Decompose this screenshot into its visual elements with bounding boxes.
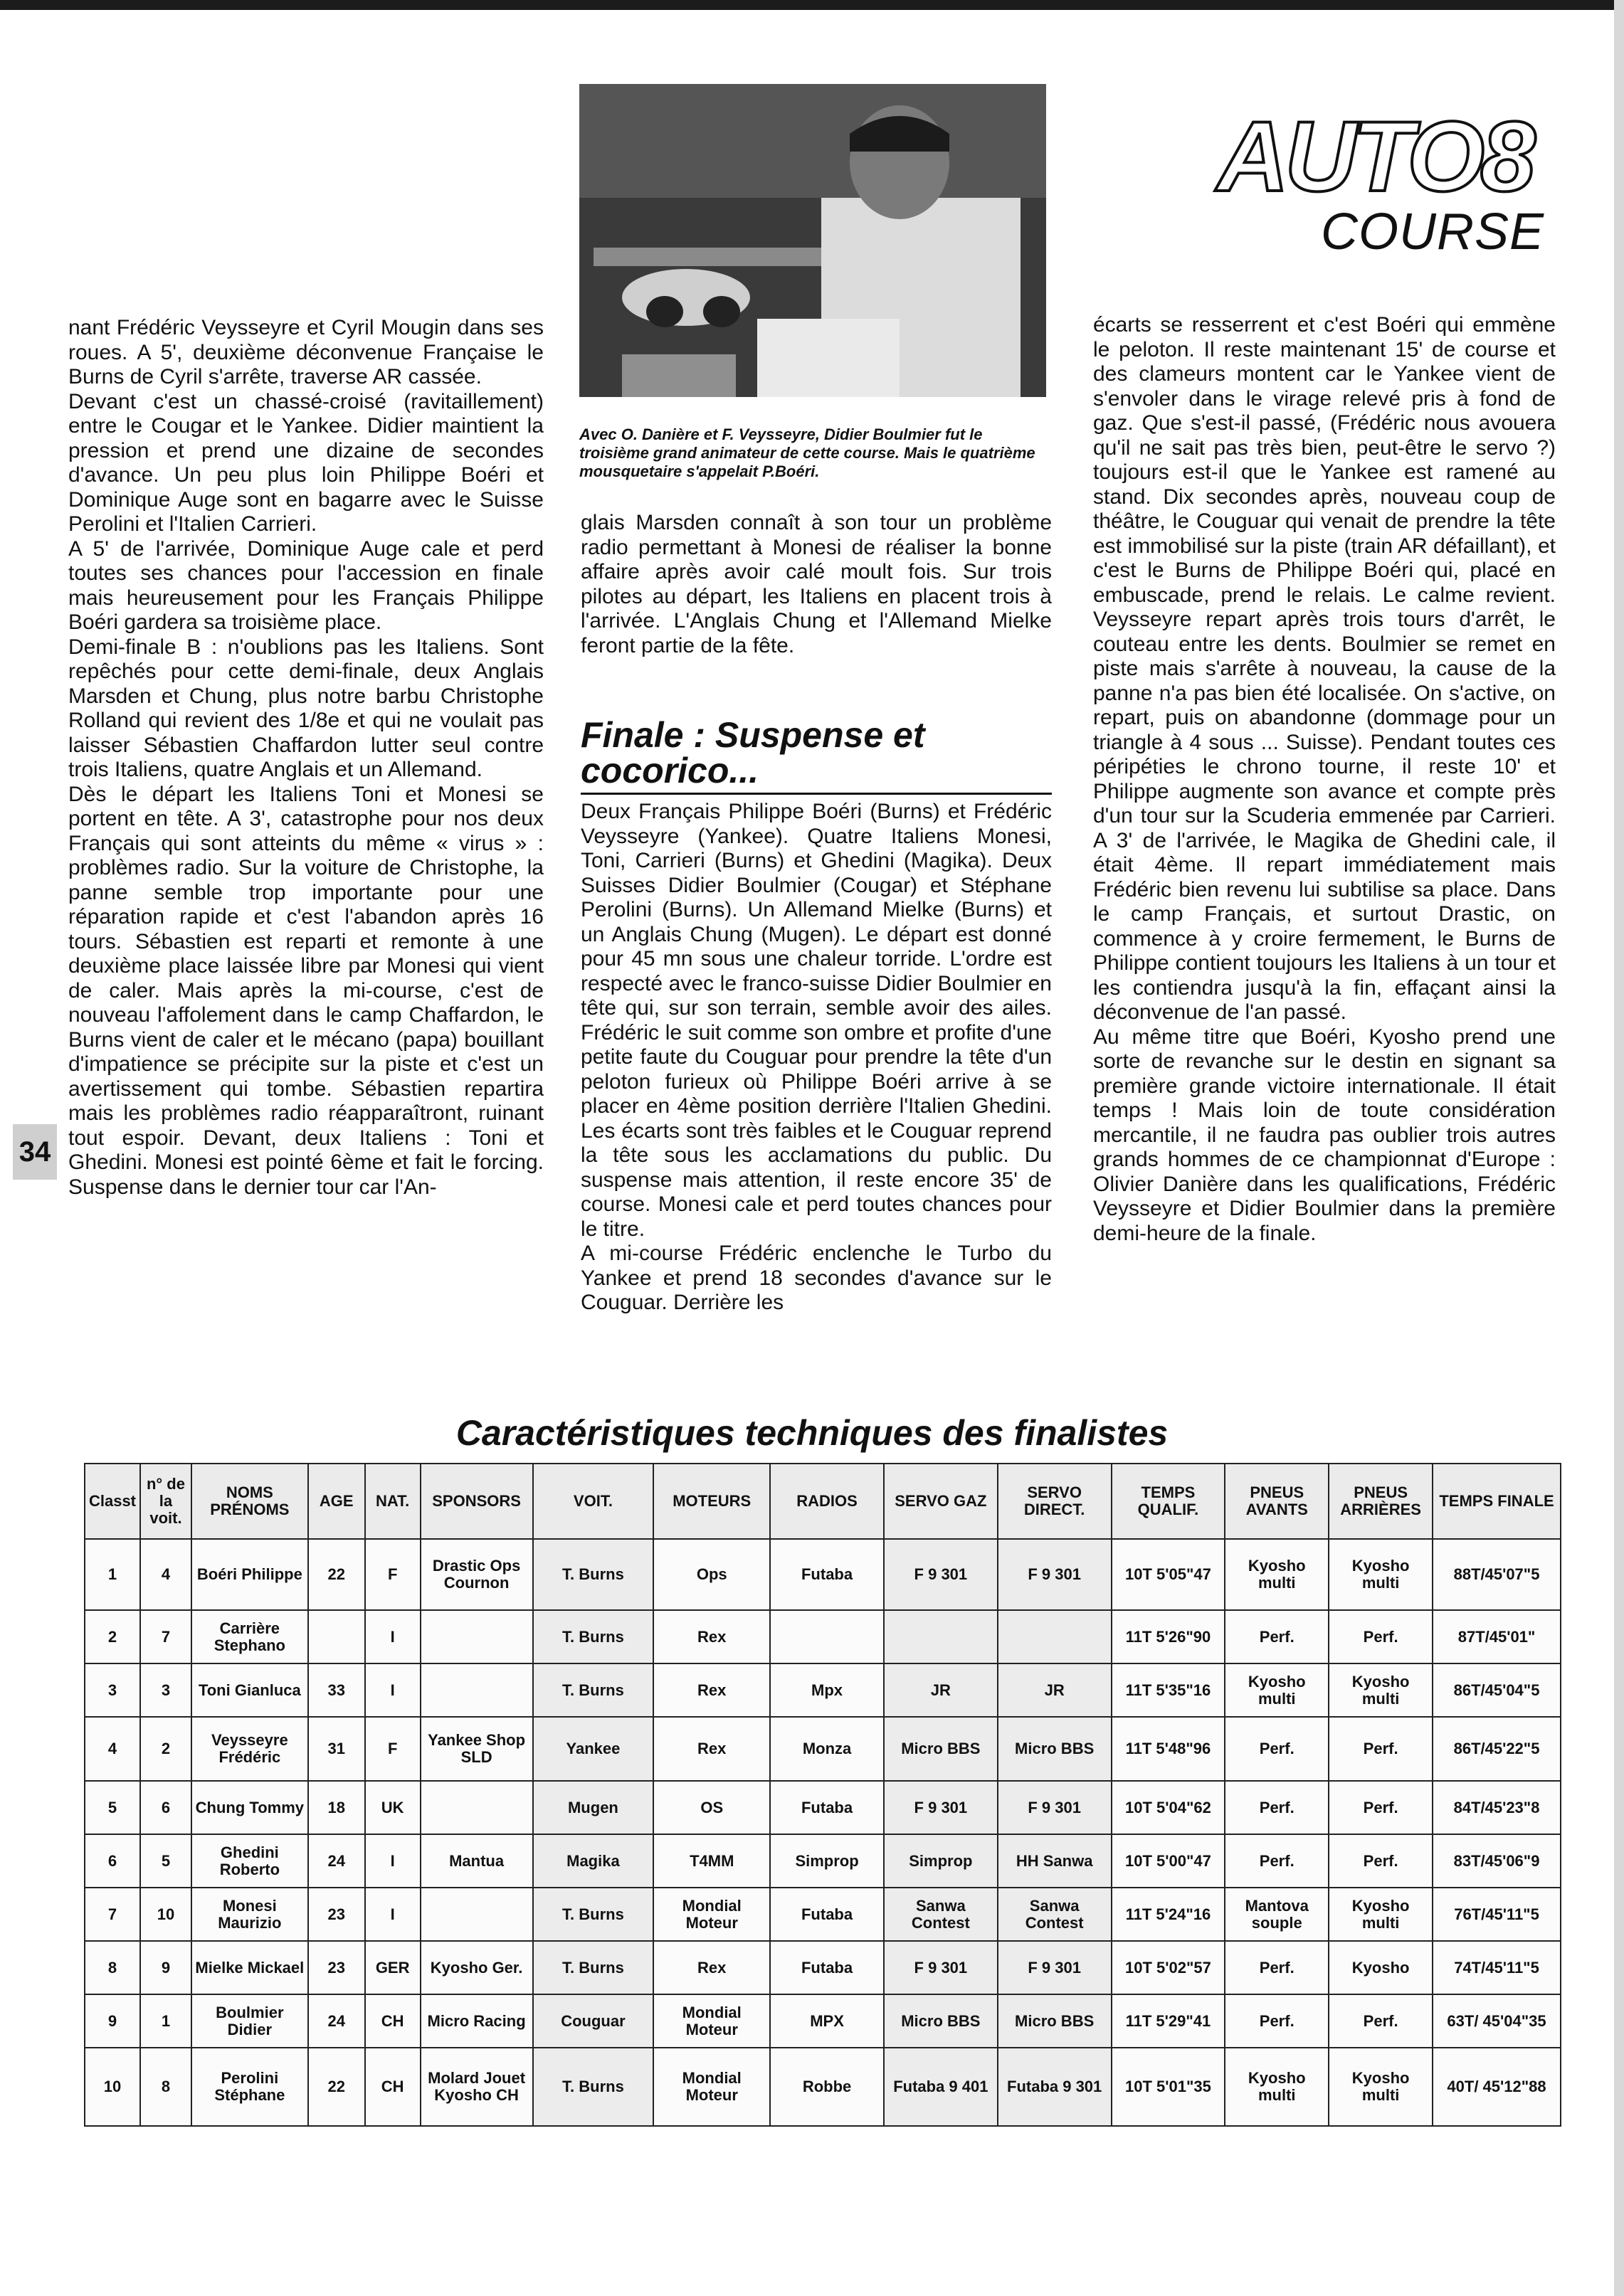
table-cell: UK: [365, 1781, 421, 1834]
race-photo: [579, 84, 1046, 397]
table-row: [85, 1539, 1561, 1610]
table-cell: Perf.: [1225, 1941, 1329, 1994]
table-cell: Futaba: [770, 1941, 884, 1994]
table-cell: Micro BBS: [998, 1994, 1112, 2048]
table-cell: T4MM: [653, 1834, 770, 1888]
table-cell: 9: [140, 1941, 191, 1994]
table-cell: [421, 1663, 533, 1717]
table-cell: [998, 1610, 1112, 1663]
table-row: [85, 1663, 1561, 1717]
table-cell: JR: [998, 1663, 1112, 1717]
table-cell: 5: [140, 1834, 191, 1888]
table-cell: Perf.: [1329, 1717, 1433, 1781]
table-cell: [421, 1888, 533, 1941]
col-header: n° de la voit.: [140, 1464, 191, 1539]
table-row: [85, 1610, 1561, 1663]
table-cell: T. Burns: [533, 1663, 654, 1717]
table-body: [85, 1539, 1561, 2126]
col-header: RADIOS: [770, 1464, 884, 1539]
table-cell: 86T/45'04"5: [1433, 1663, 1561, 1717]
table-cell: Mugen: [533, 1781, 654, 1834]
table-row: [85, 1834, 1561, 1888]
table-cell: Drastic Ops Cournon: [421, 1539, 533, 1610]
table-cell: Couguar: [533, 1994, 654, 2048]
table-cell: 24: [308, 1834, 365, 1888]
table-cell: 8: [85, 1941, 140, 1994]
table-cell: F 9 301: [998, 1781, 1112, 1834]
table-cell: T. Burns: [533, 1941, 654, 1994]
table-cell: 11T 5'48"96: [1112, 1717, 1225, 1781]
table-cell: Yankee: [533, 1717, 654, 1781]
table-cell: Kyosho multi: [1329, 2048, 1433, 2126]
paragraph: glais Marsden connaît à son tour un problème radio permettant à Monesi de réaliser la bonne affaire après avoir calé moult fois. Sur trois pilotes au départ, les Italiens en placent trois à l'arrivée. L'Anglais Chung et l'Allemand Mielke feront partie de la fête.: [581, 511, 1052, 657]
table-cell: Futaba: [770, 1539, 884, 1610]
table-cell: F 9 301: [884, 1781, 998, 1834]
paragraph: écarts se resserrent et c'est Boéri qui emmène le peloton. Il reste maintenant 15' de course et des clameurs montent car le Yankee vient de s'envoler dans le virage relevé pris à fond de gaz. Que s'est-il passé, (Frédéric nous avouera qu'il ne sait pas très bien, peut-être le servo ?) toujours est-il que le Yankee est ramené au stand. Dix secondes après, nouveau coup de théâtre, le Couguar qui venait de prendre la tête est immobilisé sur la piste (train AR défaillant), et c'est le Burns de Philippe Boéri qui, placé en embuscade, prend le relais. Le calme revient. Veysseyre repart après trois tours d'arrêt, le couteau entre les dents. Boulmier se remet en piste mais s'arrête à nouveau, la cause de la panne n'a pas bien été localisée. On s'active, on repart, puis on abandonne (dommage pour un triangle à 4 sous ... Suisse). Pendant toutes ces péripéties le chrono tourne, il reste 10' et Philippe augmente son avance et compte près d'un tour sur la Scuderia emmenée par Carrieri. A 3' de l'arrivée, le Magika de Ghedini cale, il était 4ème. Il repart immédiatement mais Frédéric bien revenu lui subtilise sa place. Dans le camp Français, et surtout Drastic, on commence à y croire fermement, le Burns de Philippe contient toujours les Italiens à un tour et les contiendra jusqu'à la fin, effaçant ainsi la déconvenue de l'an passé.: [1093, 313, 1556, 1024]
table-cell: 2: [140, 1717, 191, 1781]
table-cell: Rex: [653, 1610, 770, 1663]
table-cell: Perolini Stéphane: [191, 2048, 308, 2126]
table-cell: [884, 1610, 998, 1663]
table-cell: Sanwa Contest: [884, 1888, 998, 1941]
table-cell: 33: [308, 1663, 365, 1717]
article-column-2: [581, 511, 1052, 658]
table-cell: Perf.: [1225, 1834, 1329, 1888]
table-cell: Mantova souple: [1225, 1888, 1329, 1941]
table-row: [85, 1888, 1561, 1941]
table-cell: 6: [140, 1781, 191, 1834]
table-cell: 10T 5'00"47: [1112, 1834, 1225, 1888]
table-cell: Perf.: [1329, 1834, 1433, 1888]
paragraph: A mi-course Frédéric enclenche le Turbo du Yankee et prend 18 secondes d'avance sur le Couguar. Derrière les: [581, 1242, 1052, 1314]
table-cell: Mondial Moteur: [653, 1994, 770, 2048]
table-cell: F 9 301: [998, 1539, 1112, 1610]
table-cell: Micro BBS: [884, 1717, 998, 1781]
table-cell: Rex: [653, 1663, 770, 1717]
table-cell: 22: [308, 2048, 365, 2126]
table-cell: 10T 5'05"47: [1112, 1539, 1225, 1610]
table-cell: GER: [365, 1941, 421, 1994]
table-cell: Rex: [653, 1717, 770, 1781]
col-header: TEMPS QUALIF.: [1112, 1464, 1225, 1539]
paragraph: Deux Français Philippe Boéri (Burns) et Frédéric Veysseyre (Yankee). Quatre Italiens Monesi, Toni, Carrieri (Burns) et Ghedini (Magika). Deux Suisses Didier Boulmier (Cougar) et Stéphane Perolini (Burns). Un Allemand Mielke (Burns) et un Anglais Chung (Mugen). Le départ est donné pour 45 mn sous une chaleur torride. L'ordre est respecté avec le franco-suisse Didier Boulmier en tête qui, sur son terrain, semble avoir des ailes. Frédéric le suit comme son ombre et profite d'une petite faute du Couguar pour prendre la tête d'un peloton furieux où Philippe Boéri arrive à se placer en 4ème position derrière l'Italien Ghedini. Les écarts sont très faibles et le Couguar reprend la tête sous les acclamations du public. Du suspense mais attention, il reste encore 35' de course. Monesi cale et perd toutes chances pour le titre.: [581, 800, 1052, 1241]
col-header: NOMS PRÉNOMS: [191, 1464, 308, 1539]
table-cell: 8: [140, 2048, 191, 2126]
table-cell: F 9 301: [884, 1539, 998, 1610]
table-cell: 6: [85, 1834, 140, 1888]
table-cell: Mantua: [421, 1834, 533, 1888]
table-cell: Futaba: [770, 1781, 884, 1834]
col-header: SPONSORS: [421, 1464, 533, 1539]
table-cell: 31: [308, 1717, 365, 1781]
table-cell: Perf.: [1329, 1781, 1433, 1834]
magazine-logo: [1210, 100, 1551, 263]
table-cell: T. Burns: [533, 1610, 654, 1663]
table-cell: Ghedini Roberto: [191, 1834, 308, 1888]
table-cell: HH Sanwa: [998, 1834, 1112, 1888]
table-row: [85, 1717, 1561, 1781]
table-cell: Micro BBS: [884, 1994, 998, 2048]
table-cell: 5: [85, 1781, 140, 1834]
table-cell: [770, 1610, 884, 1663]
table-cell: Kyosho multi: [1329, 1539, 1433, 1610]
table-cell: 11T 5'26"90: [1112, 1610, 1225, 1663]
table-cell: Rex: [653, 1941, 770, 1994]
table-row: [85, 1941, 1561, 1994]
table-cell: Perf.: [1225, 1610, 1329, 1663]
table-cell: I: [365, 1610, 421, 1663]
col-header: SERVO GAZ: [884, 1464, 998, 1539]
table-cell: 7: [140, 1610, 191, 1663]
page-number: 34: [13, 1124, 57, 1180]
table-cell: 84T/45'23"8: [1433, 1781, 1561, 1834]
finalists-table: [84, 1463, 1561, 2127]
finale-section: [581, 800, 1052, 1316]
table-cell: Futaba: [770, 1888, 884, 1941]
table-cell: 1: [85, 1539, 140, 1610]
col-header: NAT.: [365, 1464, 421, 1539]
table-cell: Kyosho multi: [1225, 1539, 1329, 1610]
table-cell: Veysseyre Frédéric: [191, 1717, 308, 1781]
paragraph: Dès le départ les Italiens Toni et Monesi se portent en tête. A 3', catastrophe pour nos deux Français qui sont atteints du même « virus » : problèmes radio. Sur la voiture de Christophe, la panne semble trop importante pour une réparation rapide et c'est l'abandon après 16 tours. Sébastien est reparti et remonte à une deuxième place laissée libre par Monesi qui vient de caler. Mais après la mi-course, c'est de nouveau l'affolement dans le camp Chaffardon, le Burns vient de caler et le mécano (papa) bouillant d'impatience se précipite sur la piste et c'est un avertissement qui tombe. Sébastien repartira mais les problèmes radio réapparaîtront, ruinant tout espoir. Devant, deux Italiens : Toni et Ghedini. Monesi est pointé 6ème et fait le forcing. Suspense dans le dernier tour car l'An-: [68, 782, 544, 1199]
table-cell: Mondial Moteur: [653, 2048, 770, 2126]
table-cell: Micro BBS: [998, 1717, 1112, 1781]
col-header: MOTEURS: [653, 1464, 770, 1539]
table-cell: F 9 301: [884, 1941, 998, 1994]
paragraph: nant Frédéric Veysseyre et Cyril Mougin dans ses roues. A 5', deuxième déconvenue Française le Burns de Cyril s'arrête, traverse AR cassée.: [68, 316, 544, 388]
table-cell: Monesi Maurizio: [191, 1888, 308, 1941]
table-cell: Perf.: [1225, 1781, 1329, 1834]
table-cell: Perf.: [1225, 1994, 1329, 2048]
table-cell: Mielke Mickael: [191, 1941, 308, 1994]
table-cell: Toni Gianluca: [191, 1663, 308, 1717]
table-cell: Boéri Philippe: [191, 1539, 308, 1610]
paragraph: A 5' de l'arrivée, Dominique Auge cale et perd toutes ses chances pour l'accession en finale mais heureusement pour les Français Philippe Boéri gardera sa troisième place.: [68, 536, 544, 634]
table-cell: T. Burns: [533, 1539, 654, 1610]
table-cell: F 9 301: [998, 1941, 1112, 1994]
table-cell: MPX: [770, 1994, 884, 2048]
table-cell: Ops: [653, 1539, 770, 1610]
table-cell: 86T/45'22"5: [1433, 1717, 1561, 1781]
table-cell: CH: [365, 1994, 421, 2048]
table-cell: 4: [140, 1539, 191, 1610]
table-cell: Sanwa Contest: [998, 1888, 1112, 1941]
table-cell: Kyosho multi: [1225, 2048, 1329, 2126]
logo-course: COURSE: [1320, 203, 1544, 260]
col-header: PNEUS ARRIÈRES: [1329, 1464, 1433, 1539]
table-cell: I: [365, 1834, 421, 1888]
table-cell: [308, 1610, 365, 1663]
table-cell: I: [365, 1888, 421, 1941]
table-cell: 22: [308, 1539, 365, 1610]
paragraph: Devant c'est un chassé-croisé (ravitaillement) entre le Cougar et le Yankee. Didier maintient la pression et prend une dizaine de secondes d'avance. Un peu plus loin Philippe Boéri et Dominique Auge sont en bagarre avec le Suisse Perolini et l'Italien Carrieri.: [68, 389, 544, 536]
table-cell: [421, 1610, 533, 1663]
paragraph: Demi-finale B : n'oublions pas les Italiens. Sont repêchés pour cette demi-finale, deux Anglais Marsden et Chung, plus notre barbu Christophe Rolland qui revient des 1/8e et qui ne voulait pas laisser Sébastien Chaffardon lutter seul contre trois Italiens, quatre Anglais et un Allemand.: [68, 635, 544, 781]
col-header: TEMPS FINALE: [1433, 1464, 1561, 1539]
table-cell: 3: [140, 1663, 191, 1717]
right-edge: [1614, 0, 1624, 2296]
table-cell: 2: [85, 1610, 140, 1663]
table-header-row: [85, 1464, 1561, 1539]
table-cell: 10: [85, 2048, 140, 2126]
table-cell: 10T 5'04"62: [1112, 1781, 1225, 1834]
table-cell: 10T 5'01"35: [1112, 2048, 1225, 2126]
table-cell: 3: [85, 1663, 140, 1717]
photo-caption: Avec O. Danière et F. Veysseyre, Didier Boulmier fut le troisième grand animateur de cette course. Mais le quatrième mousquetaire s'appelait P.Boéri.: [579, 425, 1035, 480]
table-cell: Carrière Stephano: [191, 1610, 308, 1663]
table-cell: 88T/45'07"5: [1433, 1539, 1561, 1610]
table-cell: Perf.: [1225, 1717, 1329, 1781]
col-header: SERVO DIRECT.: [998, 1464, 1112, 1539]
table-cell: Kyosho multi: [1329, 1888, 1433, 1941]
table-cell: Kyosho: [1329, 1941, 1433, 1994]
table-cell: [421, 1781, 533, 1834]
table-cell: Kyosho multi: [1329, 1663, 1433, 1717]
table-cell: 11T 5'24"16: [1112, 1888, 1225, 1941]
top-edge: [0, 0, 1624, 10]
table-cell: 23: [308, 1941, 365, 1994]
table-cell: 18: [308, 1781, 365, 1834]
table-cell: JR: [884, 1663, 998, 1717]
table-cell: Futaba 9 301: [998, 2048, 1112, 2126]
table-title: Caractéristiques techniques des finalistes: [455, 1413, 1169, 1453]
table-cell: 9: [85, 1994, 140, 2048]
table-cell: Kyosho multi: [1225, 1663, 1329, 1717]
table-cell: 40T/ 45'12"88: [1433, 2048, 1561, 2126]
table-cell: Molard Jouet Kyosho CH: [421, 2048, 533, 2126]
table-cell: CH: [365, 2048, 421, 2126]
table-cell: Boulmier Didier: [191, 1994, 308, 2048]
table-cell: 83T/45'06"9: [1433, 1834, 1561, 1888]
table-cell: 76T/45'11"5: [1433, 1888, 1561, 1941]
table-cell: 10: [140, 1888, 191, 1941]
paragraph: Au même titre que Boéri, Kyosho prend une sorte de revanche sur le destin en signant sa première grande victoire internationale. Il était temps ! Mais loin de toute considération mercantile, il ne faudra pas oublier trois autres grands hommes de ce championnat d'Europe : Olivier Danière dans les qualifications, Frédéric Veysseyre et Didier Boulmier dans la première demi-heure de la finale.: [1093, 1025, 1556, 1245]
table-cell: Robbe: [770, 2048, 884, 2126]
table-cell: Kyosho Ger.: [421, 1941, 533, 1994]
table-cell: Yankee Shop SLD: [421, 1717, 533, 1781]
table-cell: Simprop: [884, 1834, 998, 1888]
article-column-3: [1093, 313, 1556, 1246]
table-cell: 87T/45'01": [1433, 1610, 1561, 1663]
table-row: [85, 1994, 1561, 2048]
col-header: AGE: [308, 1464, 365, 1539]
table-cell: Futaba 9 401: [884, 2048, 998, 2126]
table-cell: Chung Tommy: [191, 1781, 308, 1834]
article-column-1: [68, 316, 544, 1200]
table-cell: 11T 5'35"16: [1112, 1663, 1225, 1717]
table-cell: OS: [653, 1781, 770, 1834]
table-row: [85, 1781, 1561, 1834]
table-cell: 63T/ 45'04"35: [1433, 1994, 1561, 2048]
col-header: Classt: [85, 1464, 140, 1539]
table-cell: Mondial Moteur: [653, 1888, 770, 1941]
table-cell: 11T 5'29"41: [1112, 1994, 1225, 2048]
table-cell: 24: [308, 1994, 365, 2048]
table-cell: 1: [140, 1994, 191, 2048]
table-cell: Magika: [533, 1834, 654, 1888]
table-row: [85, 2048, 1561, 2126]
table-cell: 74T/45'11"5: [1433, 1941, 1561, 1994]
table-cell: 23: [308, 1888, 365, 1941]
table-cell: Perf.: [1329, 1994, 1433, 2048]
table-cell: 4: [85, 1717, 140, 1781]
table-cell: Simprop: [770, 1834, 884, 1888]
table-cell: F: [365, 1539, 421, 1610]
table-cell: T. Burns: [533, 2048, 654, 2126]
logo-auto: AUTO8: [1217, 100, 1531, 212]
table-cell: I: [365, 1663, 421, 1717]
table-cell: T. Burns: [533, 1888, 654, 1941]
table-cell: Monza: [770, 1717, 884, 1781]
table-cell: Micro Racing: [421, 1994, 533, 2048]
table-cell: Perf.: [1329, 1610, 1433, 1663]
table-cell: Mpx: [770, 1663, 884, 1717]
table-cell: 10T 5'02"57: [1112, 1941, 1225, 1994]
finale-heading: Finale : Suspense et cocorico...: [581, 717, 1052, 795]
table-cell: F: [365, 1717, 421, 1781]
col-header: PNEUS AVANTS: [1225, 1464, 1329, 1539]
table-cell: 7: [85, 1888, 140, 1941]
col-header: VOIT.: [533, 1464, 654, 1539]
